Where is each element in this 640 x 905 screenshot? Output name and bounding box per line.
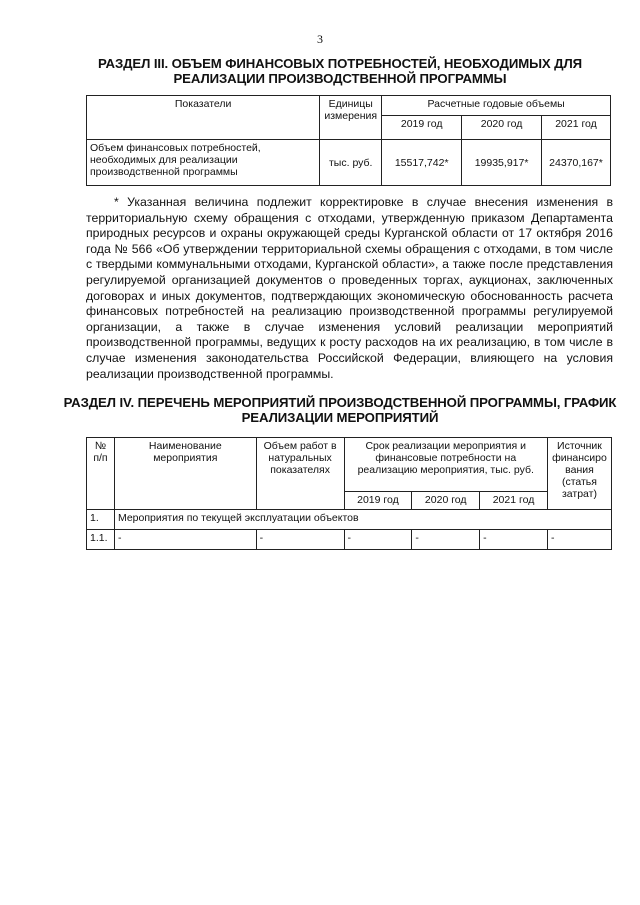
unit-cell: тыс. руб.	[320, 140, 382, 186]
row-1-1-2019: -	[344, 530, 412, 550]
financial-needs-table	[86, 95, 611, 186]
page-number: 3	[317, 32, 323, 46]
row-1-1-number: 1.1.	[87, 530, 115, 550]
row-1-1-name: -	[114, 530, 256, 550]
header-indicators: Показатели	[87, 96, 320, 140]
header-number: № п/п	[87, 438, 115, 510]
header-units: Единицы измерения	[320, 96, 382, 140]
row-1-1-volume: -	[256, 530, 344, 550]
measures-table	[86, 437, 612, 550]
header-year-2021: 2021 год	[542, 116, 611, 140]
indicator-cell: Объем финансовых потребностей, необходимых для реализации производственной программы	[87, 140, 320, 186]
row-1-1-2021: -	[480, 530, 548, 550]
section-4-title: РАЗДЕЛ IV. ПЕРЕЧЕНЬ МЕРОПРИЯТИЙ ПРОИЗВОДСТВЕННОЙ ПРОГРАММЫ, ГРАФИК РЕАЛИЗАЦИИ МЕРОПРИЯТИЙ	[63, 395, 617, 425]
header-year-2019: 2019 год	[344, 492, 412, 510]
row-1-measure: Мероприятия по текущей эксплуатации объектов	[114, 510, 611, 530]
section-3-title: РАЗДЕЛ III. ОБЪЕМ ФИНАНСОВЫХ ПОТРЕБНОСТЕЙ, НЕОБХОДИМЫХ ДЛЯ РЕАЛИЗАЦИИ ПРОИЗВОДСТВЕННОЙ ПРОГРАММЫ	[98, 56, 582, 86]
header-year-2019: 2019 год	[382, 116, 462, 140]
header-work-volume: Объем работ в натуральных показателях	[256, 438, 344, 510]
row-1-number: 1.	[87, 510, 115, 530]
row-1-1-2020: -	[412, 530, 480, 550]
header-year-2021: 2021 год	[480, 492, 548, 510]
header-funding-source: Источник финансиро вания (статья затрат)	[547, 438, 611, 510]
header-term-and-needs: Срок реализации мероприятия и финансовые потребности на реализацию мероприятия, тыс. руб.	[344, 438, 547, 492]
value-2019: 15517,742*	[382, 140, 462, 186]
value-2020: 19935,917*	[462, 140, 542, 186]
header-annual-volumes: Расчетные годовые объемы	[382, 96, 611, 116]
header-year-2020: 2020 год	[412, 492, 480, 510]
row-1-1-source: -	[547, 530, 611, 550]
footnote-paragraph: * Указанная величина подлежит корректировке в случае внесения изменения в территориальную схему обращения с отходами, утвержденную приказом Департамента природных ресурсов и охраны окружающей среды Курганской области от 17 октября 2016 года № 566 «Об утверждении территориальной схемы обращения с отходами, в том числе с твердыми коммунальными отходами, Курганской области», а также после представления регулируемой организацией документов о проведенных торгах, аукционах, заключенных договорах и иных документов, подтверждающих экономическую обоснованность расчета финансовых потребностей на реализацию производственной программы регулируемой организации, а также в случае изменения условий реализации мероприятий производственной программы, ведущих к росту расходов на их реализацию, в том числе в случае изменения законодательства Российской Федерации, влияющего на условия реализации производственной программы.	[86, 195, 613, 381]
header-year-2020: 2020 год	[462, 116, 542, 140]
header-measure-name: Наименование мероприятия	[114, 438, 256, 510]
value-2021: 24370,167*	[542, 140, 611, 186]
